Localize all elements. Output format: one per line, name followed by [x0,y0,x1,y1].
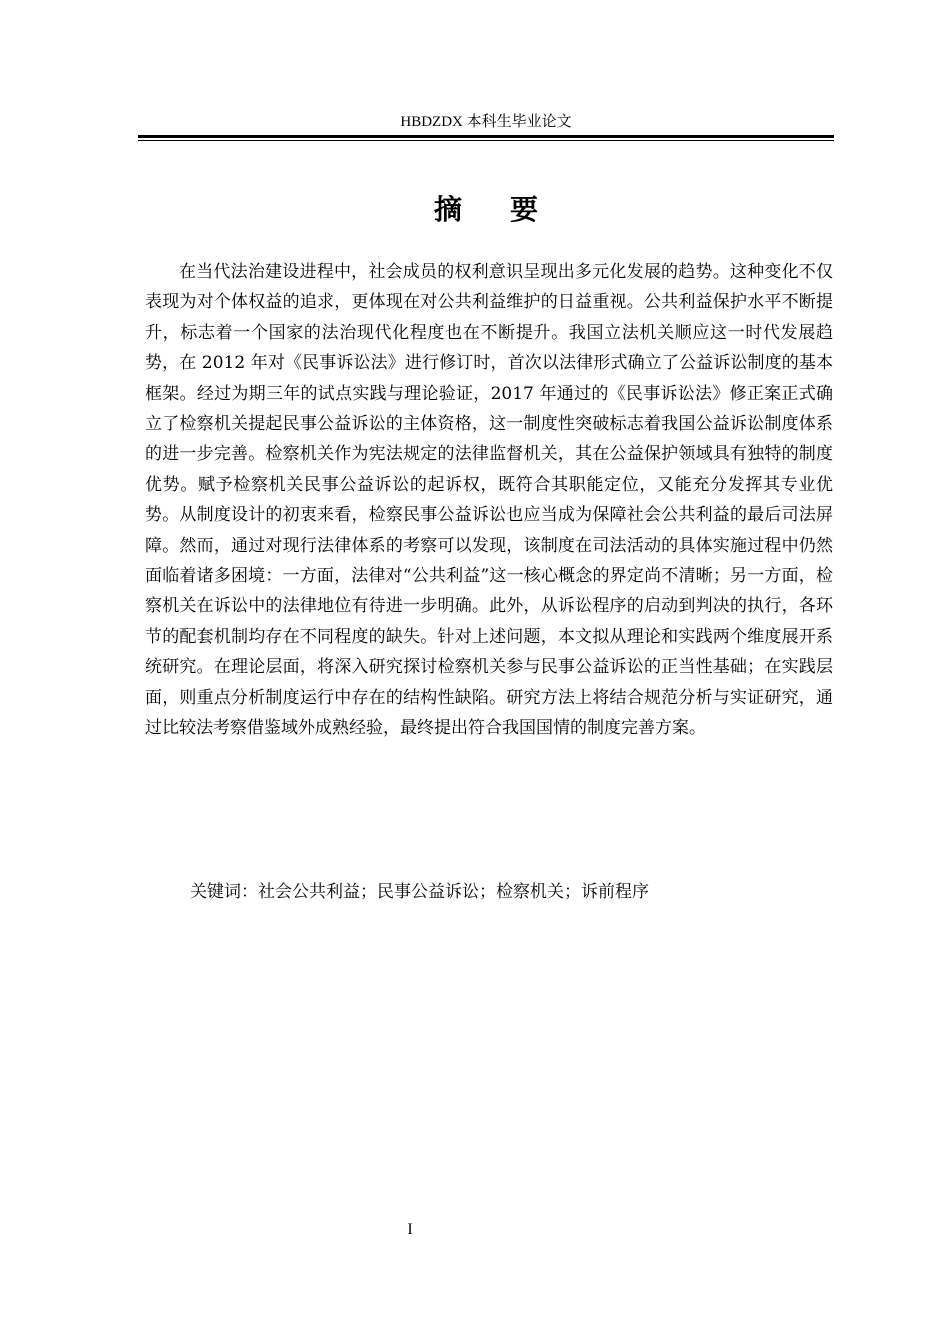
page-header: HBDZDX 本科生毕业论文 [400,114,572,130]
header-rule-thin [138,140,834,141]
page-number: I [407,1221,413,1238]
abstract-body: 在当代法治建设进程中，社会成员的权利意识呈现出多元化发展的趋势。这种变化不仅表现为对个体权益的追求，更体现在对公共利益维护的日益重视。公共利益保护水平不断提升，标志着一个国家的法治现代化程度也在不断提升。我国立法机关顺应这一时代发展趋势，在 2012 年对《民事诉讼法》进行修订时，首次以法律形式确立了公益诉讼制度的基本框架。经过为期三年的试点实践与理论验证，2017 年通过的《民事诉讼法》修正案正式确立了检察机关提起民事公益诉讼的主体资格，这一制度性突破标志着我国公益诉讼制度体系的进一步完善。检察机关作为宪法规定的法律监督机关，其在公益保护领域具有独特的制度优势。赋予检察机关民事公益诉讼的起诉权，既符合其职能定位，又能充分发挥其专业优势。从制度设计的初衷来看，检察民事公益诉讼也应当成为保障社会公共利益的最后司法屏障。然而，通过对现行法律体系的考察可以发现，该制度在司法活动的具体实施过程中仍然面临着诸多困境：一方面，法律对“公共利益”这一核心概念的界定尚不清晰；另一方面，检察机关在诉讼中的法律地位有待进一步明确。此外，从诉讼程序的启动到判决的执行，各环节的配套机制均存在不同程度的缺失。针对上述问题，本文拟从理论和实践两个维度展开系统研究。在理论层面，将深入研究探讨检察机关参与民事公益诉讼的正当性基础；在实践层面，则重点分析制度运行中存在的结构性缺陷。研究方法上将结合规范分析与实证研究，通过比较法考察借鉴域外成熟经验，最终提出符合我国国情的制度完善方案。 [145,262,833,739]
abstract-title: 摘要 [433,193,586,226]
header-rule [138,135,834,138]
keywords: 关键词：社会公共利益；民事公益诉讼；检察机关；诉前程序 [190,882,649,902]
